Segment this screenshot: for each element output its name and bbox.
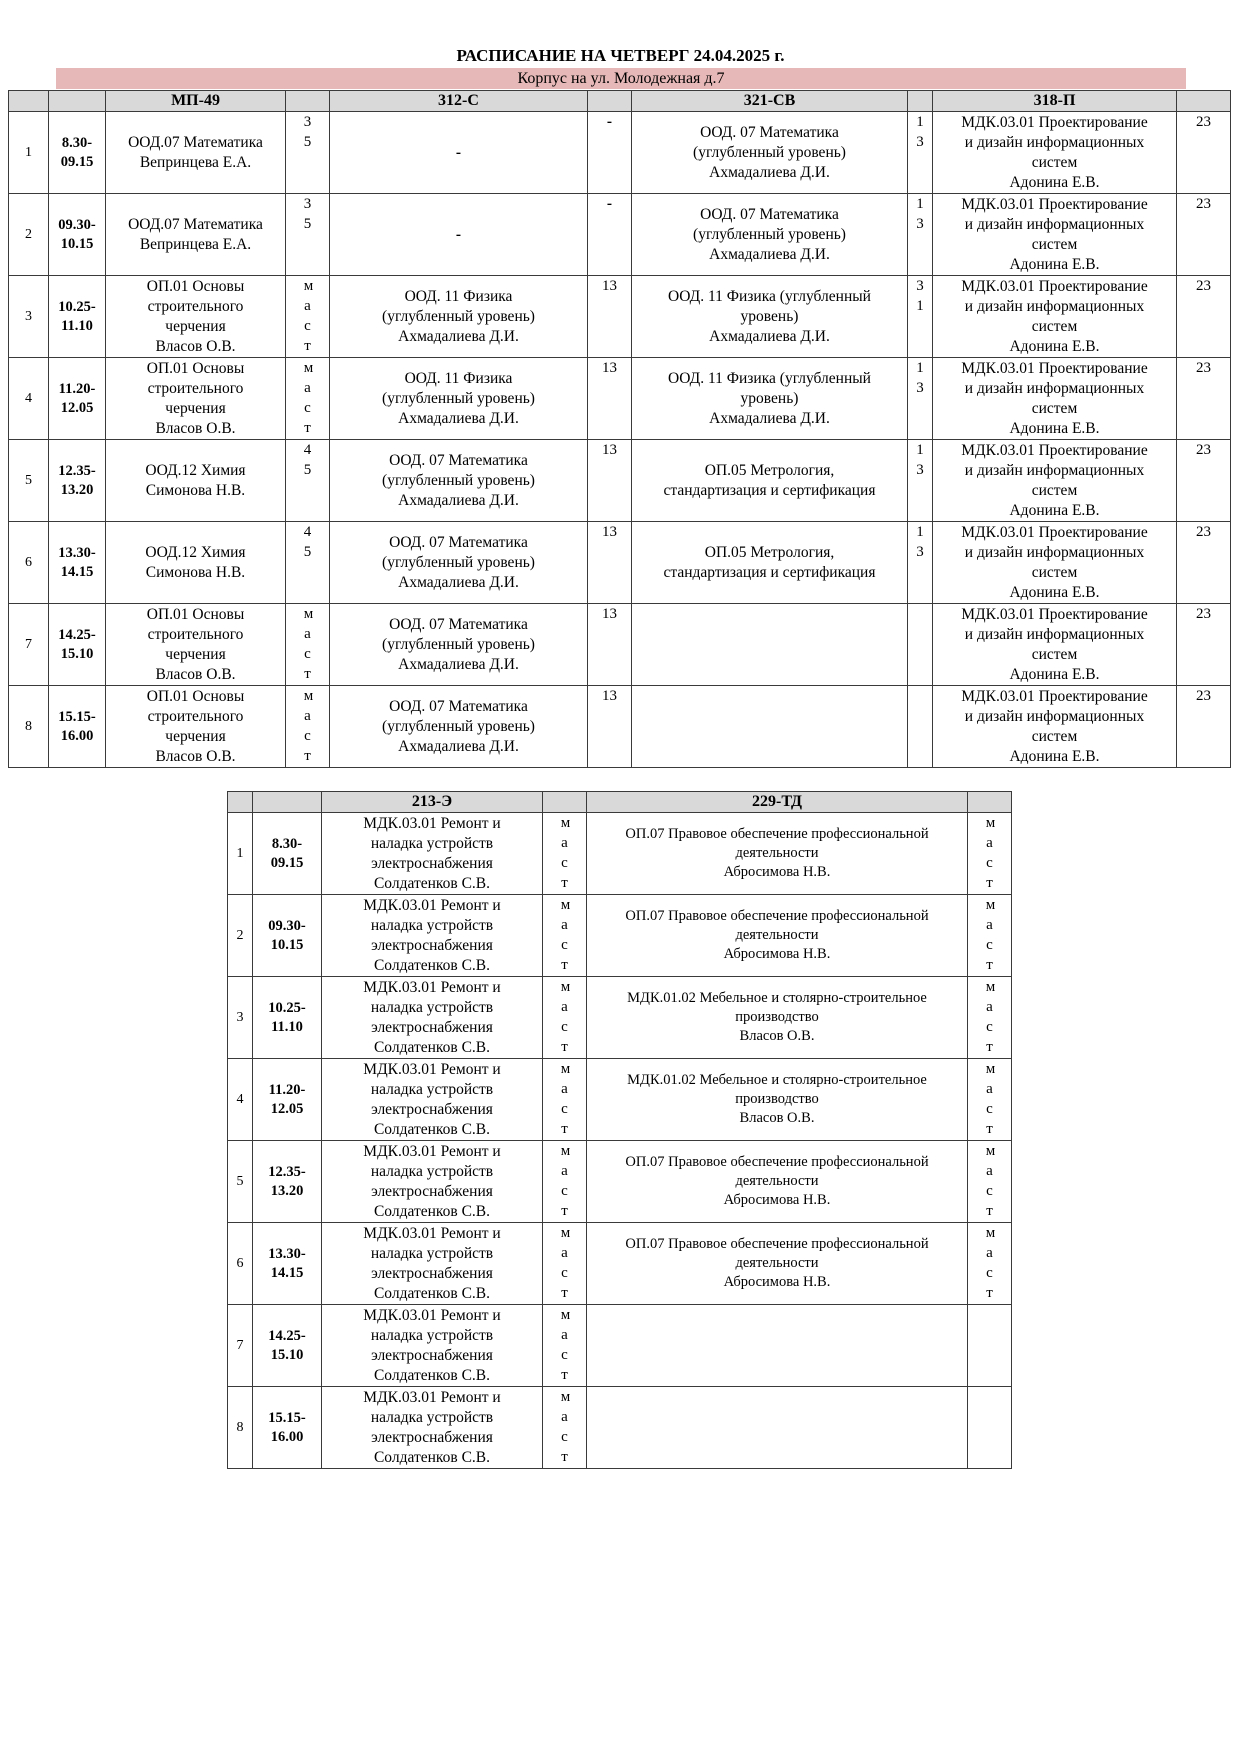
header-num (228, 792, 253, 813)
lesson-time: 09.30- 10.15 (49, 194, 106, 276)
header-group-3: 321-СВ (632, 91, 908, 112)
lesson-cell: МДК.01.02 Мебельное и столярно-строительное производство Власов О.В. (587, 977, 968, 1059)
schedule-table-main (8, 90, 1231, 768)
table-row (9, 276, 1231, 358)
room-cell (908, 112, 933, 194)
lesson-cell: ООД. 07 Математика (углубленный уровень) Ахмадалиева Д.И. (632, 112, 908, 194)
room-cell (543, 813, 587, 895)
room-cell (543, 895, 587, 977)
lesson-cell (632, 604, 908, 686)
header-num (9, 91, 49, 112)
lesson-cell: ООД. 07 Математика (углубленный уровень) Ахмадалиева Д.И. (330, 440, 588, 522)
lesson-cell: ООД.07 Математика Вепринцева Е.А. (106, 112, 286, 194)
header-room-4 (1177, 91, 1231, 112)
room-cell (968, 895, 1012, 977)
lesson-time: 11.20- 12.05 (49, 358, 106, 440)
room-cell: 23 (1177, 358, 1231, 440)
lesson-time: 10.25- 11.10 (253, 977, 322, 1059)
lesson-cell: ОП.01 Основы строительного черчения Власов О.В. (106, 276, 286, 358)
room-cell (286, 686, 330, 768)
room-cell: 23 (1177, 440, 1231, 522)
lesson-time: 15.15- 16.00 (253, 1387, 322, 1469)
lesson-number: 4 (228, 1059, 253, 1141)
table-row (9, 522, 1231, 604)
room-cell-text: маст (985, 815, 996, 891)
room-cell (286, 358, 330, 440)
lesson-number: 2 (228, 895, 253, 977)
lesson-number: 7 (228, 1305, 253, 1387)
room-cell-text: маст (560, 1061, 571, 1137)
header-room-1 (286, 91, 330, 112)
room-cell-text: маст (303, 360, 314, 436)
room-cell (286, 604, 330, 686)
room-cell (286, 112, 330, 194)
lesson-cell: МДК.03.01 Проектирование и дизайн информационных систем Адонина Е.В. (933, 522, 1177, 604)
room-cell: 13 (588, 604, 632, 686)
lesson-cell: МДК.03.01 Проектирование и дизайн информационных систем Адонина Е.В. (933, 112, 1177, 194)
lesson-cell: МДК.03.01 Ремонт и наладка устройств электроснабжения Солдатенков С.В. (322, 977, 543, 1059)
lesson-number: 2 (9, 194, 49, 276)
room-cell (908, 522, 933, 604)
lesson-number: 8 (9, 686, 49, 768)
lesson-time: 12.35- 13.20 (49, 440, 106, 522)
table-header-row (9, 91, 1231, 112)
lesson-cell (587, 1387, 968, 1469)
room-cell-text: 45 (303, 442, 312, 478)
room-cell (908, 276, 933, 358)
room-cell (968, 1223, 1012, 1305)
lesson-cell: МДК.03.01 Ремонт и наладка устройств электроснабжения Солдатенков С.В. (322, 1223, 543, 1305)
table-row (9, 686, 1231, 768)
table-row (9, 440, 1231, 522)
lesson-cell: МДК.03.01 Ремонт и наладка устройств электроснабжения Солдатенков С.В. (322, 813, 543, 895)
lesson-number: 1 (9, 112, 49, 194)
table-row (228, 977, 1012, 1059)
room-cell-text: маст (985, 979, 996, 1055)
lesson-cell: МДК.03.01 Проектирование и дизайн информационных систем Адонина Е.В. (933, 440, 1177, 522)
lesson-time: 14.25- 15.10 (253, 1305, 322, 1387)
room-cell: 23 (1177, 194, 1231, 276)
table-row (228, 813, 1012, 895)
room-cell-text: 31 (916, 278, 924, 314)
room-cell-text: маст (560, 897, 571, 973)
room-cell (286, 440, 330, 522)
lesson-cell: ООД.12 Химия Симонова Н.В. (106, 440, 286, 522)
room-cell: 23 (1177, 604, 1231, 686)
room-cell: 23 (1177, 276, 1231, 358)
header-room-2 (968, 792, 1012, 813)
lesson-cell: ООД. 11 Физика (углубленный уровень) Ахмадалиева Д.И. (632, 358, 908, 440)
table-row (228, 1387, 1012, 1469)
header-room-1 (543, 792, 587, 813)
header-group-2: 229-ТД (587, 792, 968, 813)
lesson-cell: МДК.01.02 Мебельное и столярно-строительное производство Власов О.В. (587, 1059, 968, 1141)
lesson-cell: МДК.03.01 Ремонт и наладка устройств электроснабжения Солдатенков С.В. (322, 895, 543, 977)
room-cell: 23 (1177, 522, 1231, 604)
lesson-number: 6 (228, 1223, 253, 1305)
room-cell-text: маст (560, 979, 571, 1055)
lesson-cell: МДК.03.01 Ремонт и наладка устройств электроснабжения Солдатенков С.В. (322, 1387, 543, 1469)
room-cell (286, 522, 330, 604)
table-row (9, 358, 1231, 440)
lesson-cell: ОП.05 Метрология, стандартизация и сертификация (632, 440, 908, 522)
header-time (253, 792, 322, 813)
header-group-4: 318-П (933, 91, 1177, 112)
room-cell-text: маст (560, 815, 571, 891)
lesson-cell: МДК.03.01 Проектирование и дизайн информационных систем Адонина Е.В. (933, 686, 1177, 768)
room-cell (908, 604, 933, 686)
lesson-cell: ОП.07 Правовое обеспечение профессиональной деятельности Абросимова Н.В. (587, 813, 968, 895)
room-cell: - (588, 194, 632, 276)
room-cell (543, 1223, 587, 1305)
room-cell-text: 13 (916, 442, 924, 478)
room-cell-text: 13 (916, 360, 924, 396)
lesson-cell: ООД. 07 Математика (углубленный уровень) Ахмадалиева Д.И. (330, 604, 588, 686)
lesson-cell: ООД.07 Математика Вепринцева Е.А. (106, 194, 286, 276)
room-cell (968, 1387, 1012, 1469)
room-cell: 13 (588, 686, 632, 768)
room-cell-text: маст (560, 1389, 571, 1465)
table-header-row (228, 792, 1012, 813)
lesson-time: 8.30- 09.15 (49, 112, 106, 194)
lesson-cell: ОП.01 Основы строительного черчения Власов О.В. (106, 604, 286, 686)
lesson-cell: - (330, 194, 588, 276)
lesson-number: 6 (9, 522, 49, 604)
room-cell (908, 686, 933, 768)
room-cell-text: маст (985, 1225, 996, 1301)
room-cell (543, 1387, 587, 1469)
table-row (228, 1223, 1012, 1305)
table-row (9, 604, 1231, 686)
lesson-time: 09.30- 10.15 (253, 895, 322, 977)
lesson-cell: МДК.03.01 Ремонт и наладка устройств электроснабжения Солдатенков С.В. (322, 1059, 543, 1141)
table-row (9, 112, 1231, 194)
room-cell-text: 13 (916, 196, 924, 232)
lesson-cell: ООД. 07 Математика (углубленный уровень) Ахмадалиева Д.И. (632, 194, 908, 276)
lesson-cell: ООД.12 Химия Симонова Н.В. (106, 522, 286, 604)
header-group-2: 312-С (330, 91, 588, 112)
room-cell (968, 1141, 1012, 1223)
room-cell-text: маст (560, 1307, 571, 1383)
room-cell (968, 1059, 1012, 1141)
room-cell-text: 45 (303, 524, 312, 560)
room-cell-text: 35 (303, 114, 312, 150)
lesson-cell: МДК.03.01 Ремонт и наладка устройств электроснабжения Солдатенков С.В. (322, 1305, 543, 1387)
lesson-cell: ОП.07 Правовое обеспечение профессиональной деятельности Абросимова Н.В. (587, 895, 968, 977)
lesson-number: 3 (9, 276, 49, 358)
lesson-cell (587, 1305, 968, 1387)
lesson-number: 3 (228, 977, 253, 1059)
room-cell-text: маст (985, 1061, 996, 1137)
room-cell: 13 (588, 358, 632, 440)
table-row (228, 1305, 1012, 1387)
room-cell (286, 194, 330, 276)
header-group-1: МП-49 (106, 91, 286, 112)
room-cell-text: маст (985, 897, 996, 973)
room-cell: - (588, 112, 632, 194)
lesson-cell: - (330, 112, 588, 194)
room-cell-text: маст (303, 606, 314, 682)
room-cell (908, 440, 933, 522)
room-cell-text: маст (560, 1143, 571, 1219)
lesson-number: 4 (9, 358, 49, 440)
room-cell (543, 1305, 587, 1387)
lesson-cell: ООД. 11 Физика (углубленный уровень) Ахмадалиева Д.И. (330, 276, 588, 358)
lesson-time: 11.20- 12.05 (253, 1059, 322, 1141)
header-room-3 (908, 91, 933, 112)
lesson-cell: ОП.07 Правовое обеспечение профессиональной деятельности Абросимова Н.В. (587, 1223, 968, 1305)
room-cell-text: маст (560, 1225, 571, 1301)
room-cell (908, 358, 933, 440)
lesson-time: 13.30- 14.15 (49, 522, 106, 604)
lesson-time: 8.30- 09.15 (253, 813, 322, 895)
room-cell (543, 977, 587, 1059)
room-cell: 23 (1177, 112, 1231, 194)
room-cell (543, 1141, 587, 1223)
lesson-cell: ООД. 07 Математика (углубленный уровень) Ахмадалиева Д.И. (330, 522, 588, 604)
lesson-cell: МДК.03.01 Проектирование и дизайн информационных систем Адонина Е.В. (933, 604, 1177, 686)
lesson-time: 10.25- 11.10 (49, 276, 106, 358)
lesson-cell: МДК.03.01 Проектирование и дизайн информационных систем Адонина Е.В. (933, 276, 1177, 358)
lesson-cell: МДК.03.01 Ремонт и наладка устройств электроснабжения Солдатенков С.В. (322, 1141, 543, 1223)
table-row (228, 1141, 1012, 1223)
room-cell (286, 276, 330, 358)
room-cell (543, 1059, 587, 1141)
header-group-1: 213-Э (322, 792, 543, 813)
lesson-number: 7 (9, 604, 49, 686)
lesson-cell: ОП.07 Правовое обеспечение профессиональной деятельности Абросимова Н.В. (587, 1141, 968, 1223)
lesson-cell: ОП.05 Метрология, стандартизация и сертификация (632, 522, 908, 604)
lesson-time: 13.30- 14.15 (253, 1223, 322, 1305)
room-cell: 13 (588, 440, 632, 522)
room-cell-text: маст (985, 1143, 996, 1219)
room-cell: 13 (588, 522, 632, 604)
lesson-time: 15.15- 16.00 (49, 686, 106, 768)
room-cell-text: 35 (303, 196, 312, 232)
lesson-time: 14.25- 15.10 (49, 604, 106, 686)
page-title: РАСПИСАНИЕ НА ЧЕТВЕРГ 24.04.2025 г. (456, 46, 785, 65)
lesson-number: 1 (228, 813, 253, 895)
room-cell-text: 13 (916, 524, 924, 560)
table-row (228, 895, 1012, 977)
building-subtitle: Корпус на ул. Молодежная д.7 (56, 68, 1186, 89)
lesson-cell: ООД. 07 Математика (углубленный уровень) Ахмадалиева Д.И. (330, 686, 588, 768)
lesson-cell: ОП.01 Основы строительного черчения Власов О.В. (106, 686, 286, 768)
room-cell-text: 13 (916, 114, 924, 150)
header-time (49, 91, 106, 112)
lesson-cell (632, 686, 908, 768)
lesson-cell: МДК.03.01 Проектирование и дизайн информационных систем Адонина Е.В. (933, 194, 1177, 276)
schedule-table-secondary (227, 791, 1012, 1469)
room-cell-text: маст (303, 688, 314, 764)
table-row (228, 1059, 1012, 1141)
room-cell (908, 194, 933, 276)
lesson-time: 12.35- 13.20 (253, 1141, 322, 1223)
room-cell: 23 (1177, 686, 1231, 768)
lesson-cell: ООД. 11 Физика (углубленный уровень) Ахмадалиева Д.И. (330, 358, 588, 440)
lesson-number: 5 (9, 440, 49, 522)
lesson-number: 8 (228, 1387, 253, 1469)
room-cell-text: маст (303, 278, 314, 354)
header-room-2 (588, 91, 632, 112)
table-row (9, 194, 1231, 276)
room-cell (968, 1305, 1012, 1387)
lesson-cell: ООД. 11 Физика (углубленный уровень) Ахмадалиева Д.И. (632, 276, 908, 358)
lesson-cell: ОП.01 Основы строительного черчения Власов О.В. (106, 358, 286, 440)
room-cell: 13 (588, 276, 632, 358)
room-cell (968, 977, 1012, 1059)
lesson-cell: МДК.03.01 Проектирование и дизайн информационных систем Адонина Е.В. (933, 358, 1177, 440)
room-cell (968, 813, 1012, 895)
lesson-number: 5 (228, 1141, 253, 1223)
